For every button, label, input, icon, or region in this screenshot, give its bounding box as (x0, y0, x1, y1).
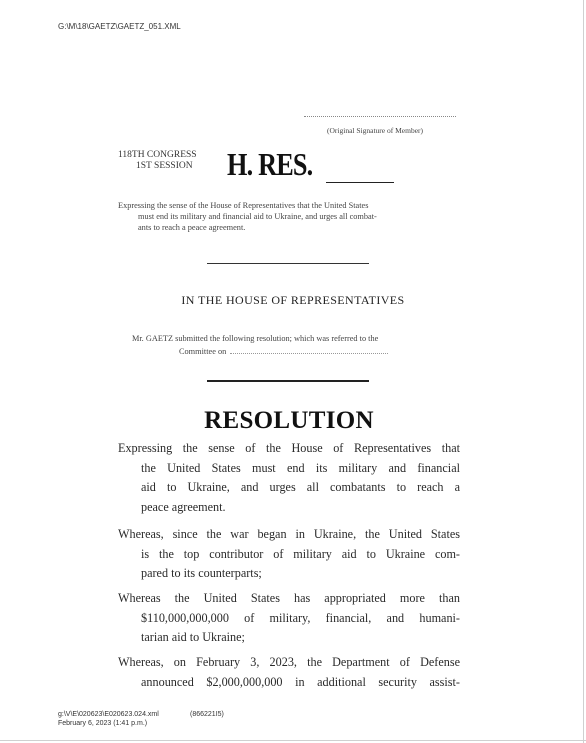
footer-code: (866221I5) (190, 711, 224, 718)
footer-date: February 6, 2023 (1:41 p.m.) (58, 720, 148, 727)
clause-line: Expressing the sense of the House of Representatives that (118, 441, 460, 455)
whereas-clause (118, 589, 460, 648)
summary-line: ants to reach a peace agreement. (138, 223, 246, 232)
introduction-line: Mr. GAETZ submitted the following resolution; which was referred to the (132, 334, 379, 343)
clause-line: Whereas the United States has appropriated more than (118, 591, 460, 605)
clause-line: tarian aid to Ukraine; (141, 630, 245, 645)
footer-path: g:\V\E\020623\E020623.024.xml (58, 711, 159, 718)
whereas-clause (118, 525, 460, 584)
chamber-heading: IN THE HOUSE OF REPRESENTATIVES (181, 293, 405, 307)
clause-line: $110,000,000,000 of military, financial, and humani- (141, 610, 460, 625)
clause-line: peace agreement. (141, 499, 226, 514)
session-number: 1ST SESSION (136, 161, 193, 171)
clause-line: the United States must end its military and financial (141, 460, 460, 475)
page-edge-right (583, 0, 584, 743)
summary-line: must end its military and financial aid to Ukraine, and urges all combat- (138, 212, 377, 221)
committee-blank (230, 353, 388, 354)
bill-type: H. RES. (227, 146, 313, 182)
divider-thick (207, 380, 369, 382)
introduction-line (132, 345, 462, 358)
summary-line: Expressing the sense of the House of Representatives that the United States (118, 201, 369, 210)
resolution-heading: RESOLUTION (204, 407, 374, 434)
introduction (132, 332, 462, 358)
signature-caption: (Original Signature of Member) (327, 126, 424, 135)
clause-line: Whereas, on February 3, 2023, the Department of Defense (118, 655, 460, 669)
whereas-clause (118, 653, 460, 692)
footer (58, 710, 224, 728)
congress-session (118, 150, 197, 172)
clause-line: announced $2,000,000,000 in additional security assist- (141, 674, 460, 689)
file-path: G:\M\18\GAETZ\GAETZ_051.XML (58, 22, 181, 31)
clause-line: aid to Ukraine, and urges all combatants to reach a (141, 480, 460, 495)
page-edge-bottom (0, 740, 586, 741)
summary (118, 200, 462, 233)
bill-number-blank (326, 182, 394, 183)
resolving-clause (118, 439, 460, 517)
clause-line: pared to its counterparts; (141, 566, 262, 581)
divider (207, 263, 369, 264)
committee-label: Committee on (179, 347, 227, 356)
signature-line (304, 116, 456, 117)
clause-line: is the top contributor of military aid to Ukraine com- (141, 546, 460, 561)
congress-number: 118TH CONGRESS (118, 150, 197, 160)
clause-line: Whereas, since the war began in Ukraine, the United States (118, 527, 460, 541)
